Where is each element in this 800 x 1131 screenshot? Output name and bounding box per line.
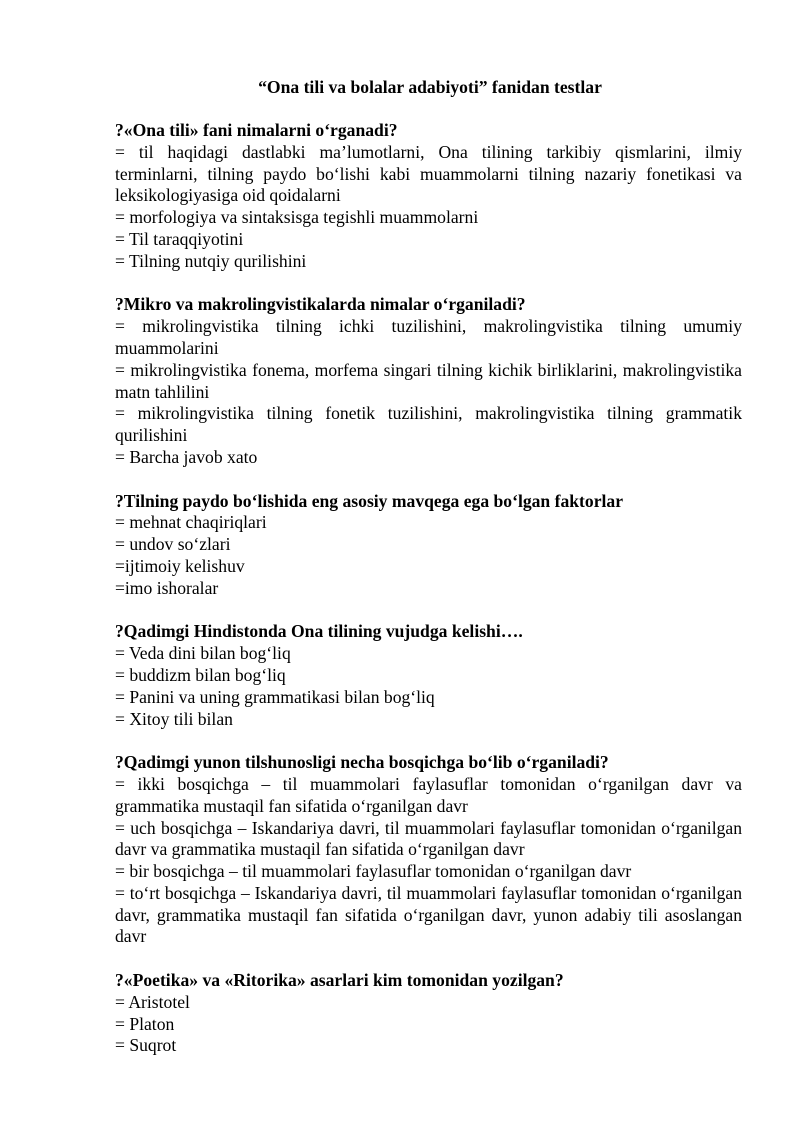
- answer-option: = buddizm bilan bogʻliq: [115, 664, 286, 685]
- answer-option: = morfologiya va sintaksisga tegishli muammolarni: [115, 207, 479, 228]
- question-text: ?Qadimgi yunon tilshunosligi necha bosqichga boʻlib oʻrganiladi?: [115, 752, 609, 773]
- answer-option: = til haqidagi dastlabki ma’lumotlarni, Ona tilining tarkibiy qismlarini, ilmiy terminlarni, tilning paydo boʻlishi kabi muammolarni tilning nazariy fonetikasi va leksikologiyasiga oid qoidalarni: [115, 141, 742, 206]
- answer-option: = mehnat chaqiriqlari: [115, 512, 267, 533]
- answer-option: = Veda dini bilan bogʻliq: [115, 643, 291, 664]
- question-text: ?«Ona tili» fani nimalarni oʻrganadi?: [115, 120, 398, 140]
- answer-option: = Tilning nutqiy qurilishini: [115, 250, 307, 271]
- question-block: [115, 752, 742, 948]
- answer-option: = mikrolingvistika tilning ichki tuzilishini, makrolingvistika tilning umumiy muammolarini: [115, 316, 742, 358]
- answer-option: = Platon: [115, 1013, 175, 1034]
- question-block: [115, 621, 742, 730]
- answer-option: = mikrolingvistika fonema, morfema singari tilning kichik birliklarini, makrolingvistika matn tahlilini: [115, 359, 742, 402]
- answer-option: =imo ishoralar: [115, 577, 219, 598]
- question-text: ?Tilning paydo boʻlishida eng asosiy mavqega ega boʻlgan faktorlar: [115, 490, 624, 511]
- question-block: [115, 294, 742, 468]
- question-list: [115, 120, 742, 1079]
- answer-option: = Barcha javob xato: [115, 446, 258, 467]
- answer-option: = ikki bosqichga – til muammolari faylasuflar tomonidan oʻrganilgan davr va grammatika mustaqil fan sifatida oʻrganilgan davr: [115, 773, 742, 816]
- answer-option: = Suqrot: [115, 1035, 177, 1056]
- question-block: [115, 970, 742, 1057]
- answer-option: = toʻrt bosqichga – Iskandariya davri, til muammolari faylasuflar tomonidan oʻrganilgan davr, grammatika mustaqil fan sifatida oʻrganilgan davr, yunon adabiy tili asoslangan davr: [115, 882, 742, 947]
- answer-option: = mikrolingvistika tilning fonetik tuzilishini, makrolingvistika tilning grammatik qurilishini: [115, 403, 742, 446]
- answer-option: = Til taraqqiyotini: [115, 228, 244, 249]
- answer-option: =ijtimoiy kelishuv: [115, 555, 245, 576]
- answer-option: = undov soʻzlari: [115, 534, 231, 555]
- answer-option: = Xitoy tili bilan: [115, 708, 233, 729]
- question-text: ?«Poetika» va «Ritorika» asarlari kim tomonidan yozilgan?: [115, 970, 564, 991]
- answer-option: = bir bosqichga – til muammolari faylasuflar tomonidan oʻrganilgan davr: [115, 861, 632, 882]
- document-title: “Ona tili va bolalar adabiyoti” fanidan testlar: [258, 77, 602, 97]
- question-text: ?Qadimgi Hindistonda Ona tilining vujudga kelishi….: [115, 621, 523, 642]
- answer-option: = Aristotel: [115, 991, 190, 1012]
- answer-option: = Panini va uning grammatikasi bilan bogʻliq: [115, 686, 435, 707]
- question-block: [115, 491, 742, 600]
- question-text: ?Mikro va makrolingvistikalarda nimalar oʻrganiladi?: [115, 294, 526, 315]
- question-block: [115, 120, 742, 273]
- answer-option: = uch bosqichga – Iskandariya davri, til muammolari faylasuflar tomonidan oʻrganilgan davr va grammatika mustaqil fan sifatida oʻrganilgan davr: [115, 817, 742, 860]
